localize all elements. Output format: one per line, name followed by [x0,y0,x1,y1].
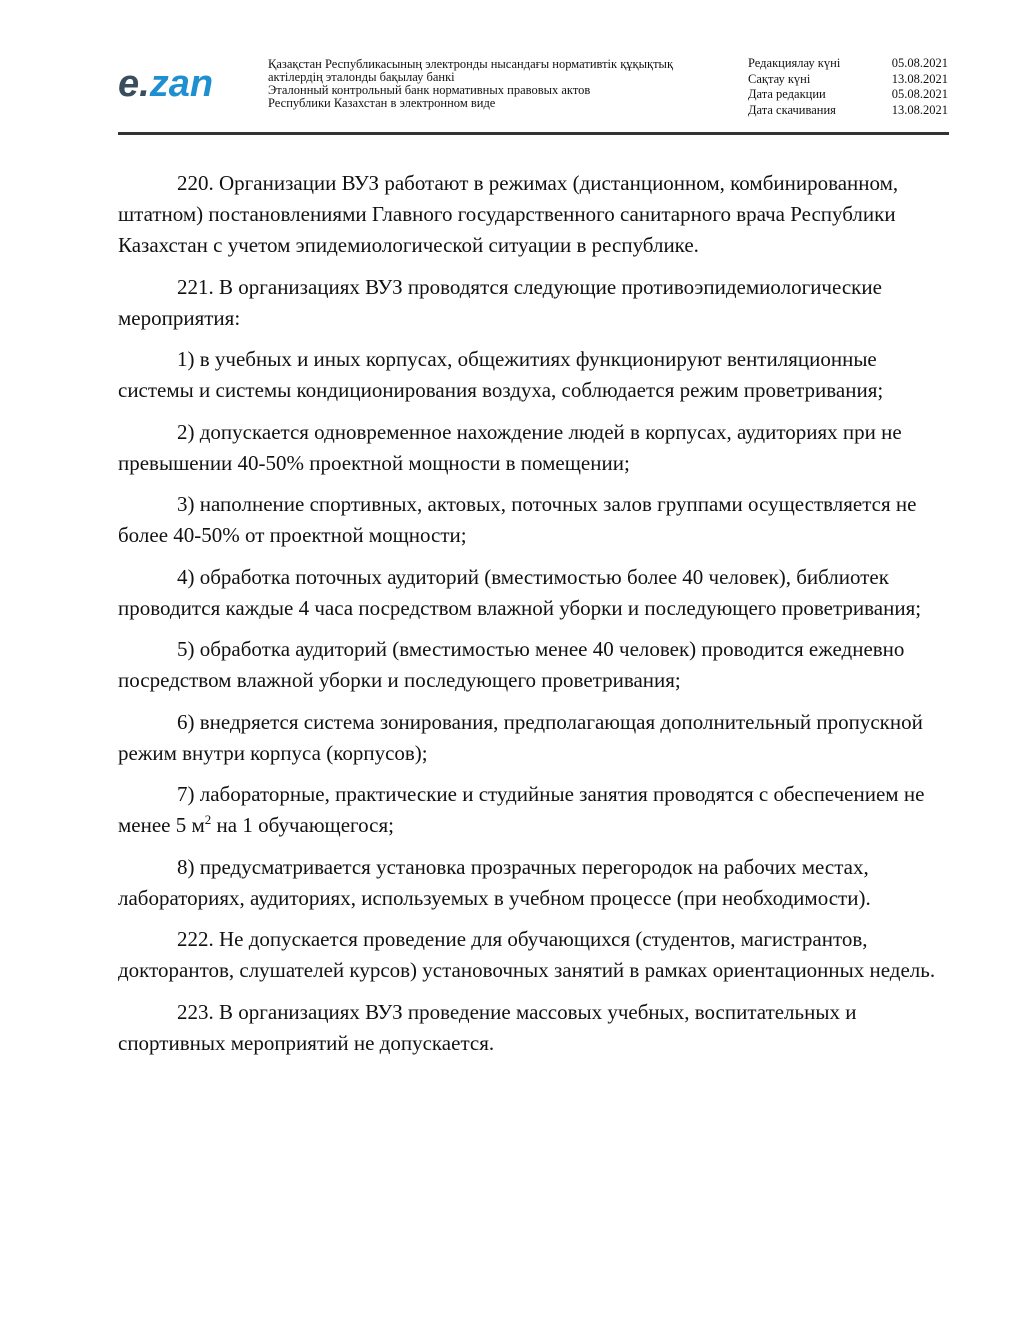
meta-row: Дата редакции 05.08.2021 [748,87,948,101]
paragraph: 4) обработка поточных аудиторий (вместимостью более 40 человек), библиотек проводится каждые 4 часа посредством влажной уборки и последующего проветривания; [118,564,922,620]
bank-title [268,58,718,110]
document-dates [748,56,948,118]
paragraph: 221. В организациях ВУЗ проводятся следующие противоэпидемиологические мероприятия: [118,274,882,330]
paragraph: 1) в учебных и иных корпусах, общежитиях функционируют вентиляционные системы и системы кондиционирования воздуха, соблюдается режим проветривания; [118,347,884,402]
meta-row: Дата скачивания 13.08.2021 [748,102,948,117]
document-body [118,168,948,1069]
paragraph: 222. Не допускается проведение для обучающихся (студентов, магистрантов, докторантов, слушателей курсов) установочных занятий в рамках ориентационных недель. [118,927,936,982]
meta-row: Редакциялау күні 05.08.2021 [748,56,948,70]
bank-title-line: Эталонный контрольный банк нормативных правовых актов [268,83,591,97]
bank-title-line: Қазақстан Республикасының электронды нысандағы нормативтік құқықтық [268,57,674,71]
document-header [118,52,948,132]
paragraph: 2) допускается одновременное нахождение людей в корпусах, аудиториях при не превышении 40-50% проектной мощности в помещении; [118,419,902,475]
paragraph: 5) обработка аудиторий (вместимостью менее 40 человек) проводится ежедневно посредством влажной уборки и последующего проветривания; [118,637,905,692]
header-divider [118,132,949,135]
superscript: 2 [204,812,212,827]
meta-row: Сақтау күні 13.08.2021 [748,71,948,86]
bank-title-line: актілердің эталонды бақылау банкі [268,70,455,84]
paragraph: 220. Организации ВУЗ работают в режимах (дистанционном, комбинированном, штатном) постановлениями Главного государственного санитарного врача Республики Казахстан с учетом эпидемиологической ситуации в республике. [118,171,899,257]
paragraph: 7) лабораторные, практические и студийные занятия проводятся с обеспечением не менее 5 $м^2$ на 1 обучающегося; [118,782,925,837]
bank-title-line: Республики Казахстан в электронном виде [268,96,496,110]
ezan-logo: e.zan [118,63,214,105]
paragraph: 3) наполнение спортивных, актовых, поточных залов группами осуществляется не более 40-50% от проектной мощности; [118,492,917,547]
paragraph: 8) предусматривается установка прозрачных перегородок на рабочих местах, лабораториях, аудиториях, используемых в учебном процессе (при необходимости). [118,854,871,910]
paragraph: 223. В организациях ВУЗ проведение массовых учебных, воспитательных и спортивных мероприятий не допускается. [118,999,857,1055]
paragraph: 6) внедряется система зонирования, предполагающая дополнительный пропускной режим внутри корпуса (корпусов); [118,709,923,765]
